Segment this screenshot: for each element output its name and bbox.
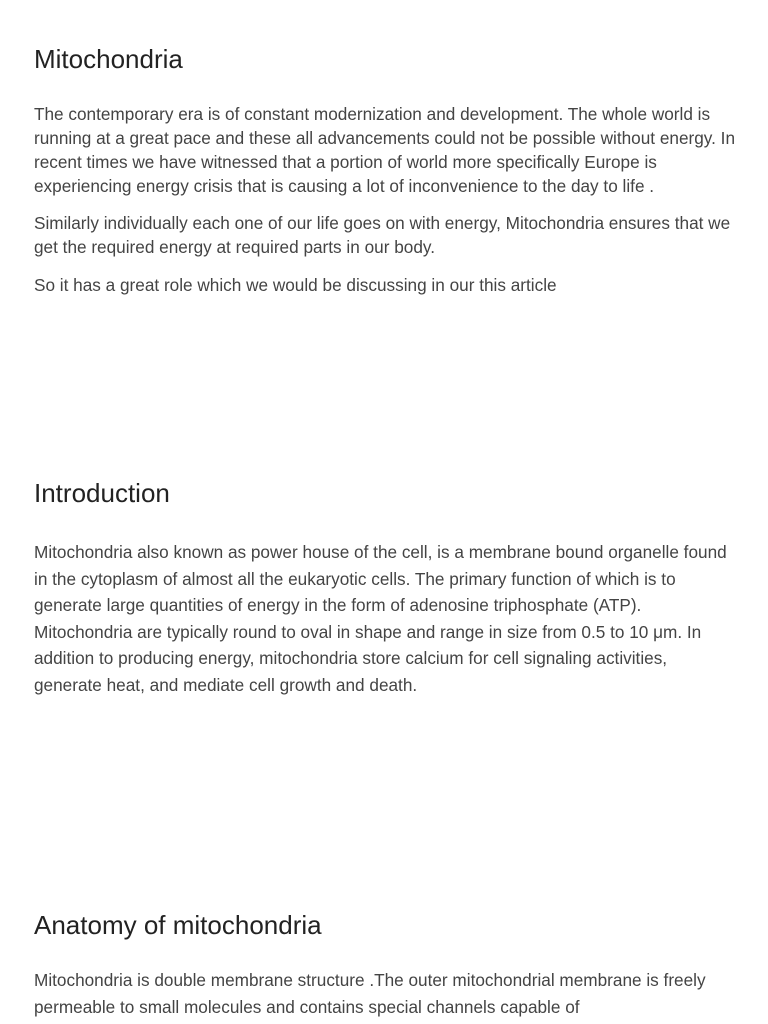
paragraph: Similarly individually each one of our life goes on with energy, Mitochondria ensures that we get the required energy at required parts in our body. [34, 213, 731, 257]
section-anatomy [34, 910, 738, 1020]
paragraph: The contemporary era is of constant modernization and development. The whole world is running at a great pace and these all advancements could not be possible without energy. In recent times we have witnessed that a portion of world more specifically Europe is experiencing energy crisis that is causing a lot of inconvenience to the day to life . [34, 104, 736, 196]
paragraph: So it has a great role which we would be discussing in our this article [34, 275, 557, 295]
section-heading: Introduction [34, 478, 170, 508]
section-heading: Anatomy of mitochondria [34, 910, 322, 940]
paragraph: Mitochondria is double membrane structure .The outer mitochondrial membrane is freely permeable to small molecules and contains special channels capable of [34, 970, 706, 1017]
section-introduction [34, 478, 738, 698]
paragraph: Mitochondria also known as power house of the cell, is a membrane bound organelle found in the cytoplasm of almost all the eukaryotic cells. The primary function of which is to generate large quantities of energy in the form of adenosine triphosphate (ATP). Mitochondria are typically round to oval in shape and range in size from 0.5 to 10 μm. In addition to producing energy, mitochondria store calcium for cell signaling activities, generate heat, and mediate cell growth and death. [34, 542, 727, 695]
section-heading: Mitochondria [34, 44, 183, 74]
section-mitochondria [34, 44, 738, 297]
